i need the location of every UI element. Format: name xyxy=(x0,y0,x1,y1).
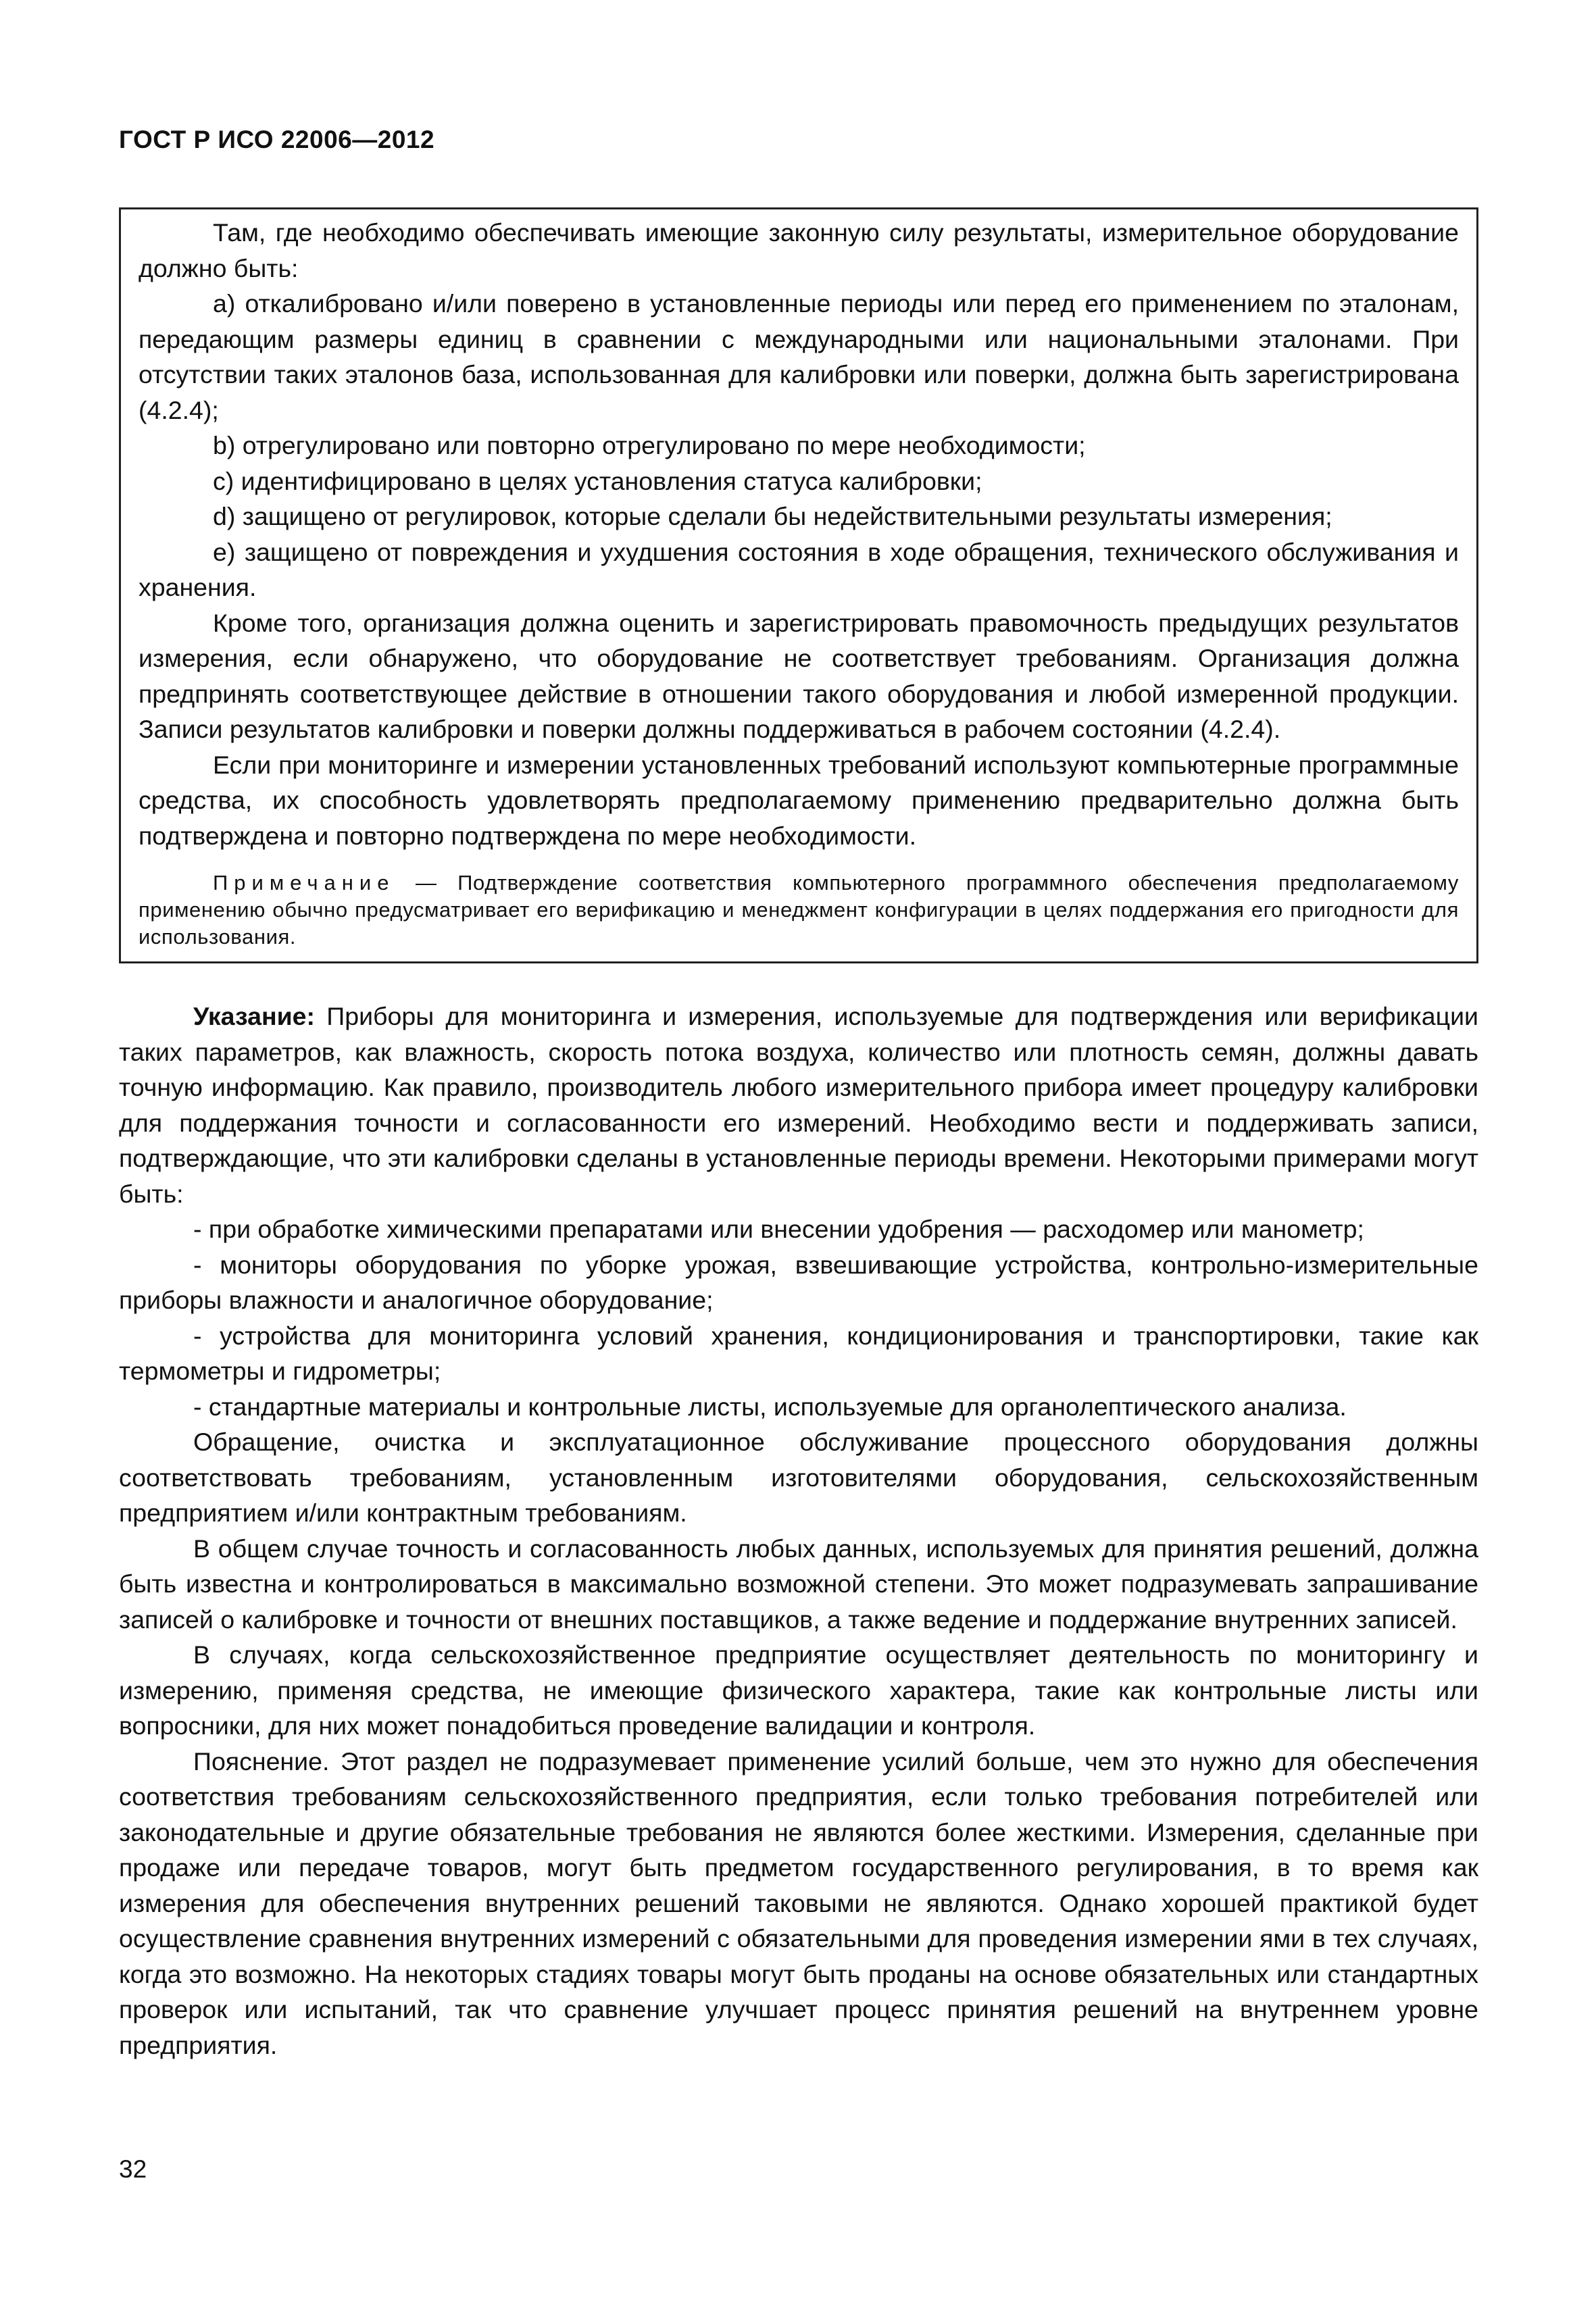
box-paragraph-software: Если при мониторинге и измерении установленных требований используют компьютерные программные средства, их способность удовлетворять предполагаемому применению предварительно должна быть подтверждена и повторно подтверждена по мере необходимости. xyxy=(139,750,1459,850)
guidance-paragraph xyxy=(119,999,1478,1211)
list-item: - стандартные материалы и контрольные листы, используемые для органолептического анализа. xyxy=(193,1392,1347,1421)
box-paragraph-validity: Кроме того, организация должна оценить и зарегистрировать правомочность предыдущих результатов измерения, если обнаружено, что оборудование не соответствует требованиям. Организация должна предпринять соответствующее действие в отношении такого оборудования и любой измеренной продукции. Записи результатов калибровки и поверки должны поддерживаться в рабочем состоянии (4.2.4). xyxy=(139,608,1459,743)
list-item: - при обработке химическими препаратами или внесении удобрения — расходомер или манометр; xyxy=(193,1215,1364,1243)
box-item-d: d) защищено от регулировок, которые сделали бы недействительными результаты измерения; xyxy=(213,502,1332,530)
body-paragraph-non-physical: В случаях, когда сельскохозяйственное предприятие осуществляет деятельность по мониторингу и измерению, применяя средства, не имеющие физического характера, такие как контрольные листы или вопросники, для них может понадобиться проведение валидации и контроля. xyxy=(119,1640,1478,1740)
guidance-text: Приборы для мониторинга и измерения, используемые для подтверждения или верификации таких параметров, как влажность, скорость потока воздуха, количество или плотность семян, должны давать точную информацию. Как правило, производитель любого измерительного прибора имеет процедуру калибровки для поддержания точности и согласованности его измерений. Необходимо вести и поддерживать записи, подтверждающие, что эти калибровки сделаны в установленные периоды времени. Некоторыми примерами могут быть: xyxy=(119,1002,1478,1208)
box-item-a: a) откалибровано и/или поверено в установленные периоды или перед его применением по эталонам, передающим размеры единиц в сравнении с международными или национальными эталонами. При отсутствии таких эталонов база, использованная для калибровки или поверки, должна быть зарегистрирована (4.2.4); xyxy=(139,289,1459,424)
box-paragraph-intro: Там, где необходимо обеспечивать имеющие законную силу результаты, измерительное оборудование должно быть: xyxy=(139,218,1459,282)
note-label: Примечание xyxy=(213,871,395,895)
note-text: — Подтверждение соответствия компьютерного программного обеспечения предполагаемому применению обычно предусматривает его верификацию и менеджмент конфигурации в целях поддержания его пригодности для использования. xyxy=(139,871,1459,949)
box-item-e: e) защищено от повреждения и ухудшения состояния в ходе обращения, технического обслуживания и хранения. xyxy=(139,537,1459,601)
body-paragraph-explanation: Пояснение. Этот раздел не подразумевает применение усилий больше, чем это нужно для обеспечения соответствия требованиям сельскохозяйственного предприятия, если только требования потребителей или законодательные и другие обязательные требования не являются более жесткими. Измерения, сделанные при продаже или передаче товаров, могут быть предметом государственного регулирования, в то время как измерения для обеспечения внутренних решений таковыми не являются. Однако хорошей практикой будет осуществление сравнения внутренних измерений с обязательными для проведения измерении ями в тех случаях, когда это возможно. На некоторых стадиях товары могут быть проданы на основе обязательных или стандартных проверок или испытаний, так что сравнение улучшает процесс принятия решений на внутреннем уровне предприятия. xyxy=(119,1746,1478,2059)
document-code-header: ГОСТ Р ИСО 22006—2012 xyxy=(119,126,435,153)
list-item: - устройства для мониторинга условий хранения, кондиционирования и транспортировки, такие как термометры и гидрометры; xyxy=(119,1321,1478,1385)
main-body xyxy=(119,999,1478,2063)
box-item-b: b) отрегулировано или повторно отрегулировано по мере необходимости; xyxy=(213,431,1086,459)
body-paragraph-accuracy: В общем случае точность и согласованность любых данных, используемых для принятия решений, должна быть известна и контролироваться в максимально возможной степени. Это может подразумевать запрашивание записей о калибровке и точности от внешних поставщиков, а также ведение и поддержание внутренних записей. xyxy=(119,1534,1478,1634)
box-item-c: c) идентифицировано в целях установления статуса калибровки; xyxy=(213,466,982,495)
page-number: 32 xyxy=(119,2155,147,2183)
list-item: - мониторы оборудования по уборке урожая, взвешивающие устройства, контрольно-измерительные приборы влажности и аналогичное оборудование; xyxy=(119,1250,1478,1314)
quoted-requirements-box xyxy=(119,207,1478,963)
body-paragraph-equipment: Обращение, очистка и эксплуатационное обслуживание процессного оборудования должны соответствовать требованиям, установленным изготовителями оборудования, сельскохозяйственным предприятием и/или контрактным требованиям. xyxy=(119,1428,1478,1527)
guidance-label: Указание: xyxy=(193,1002,316,1030)
box-note xyxy=(139,870,1459,951)
